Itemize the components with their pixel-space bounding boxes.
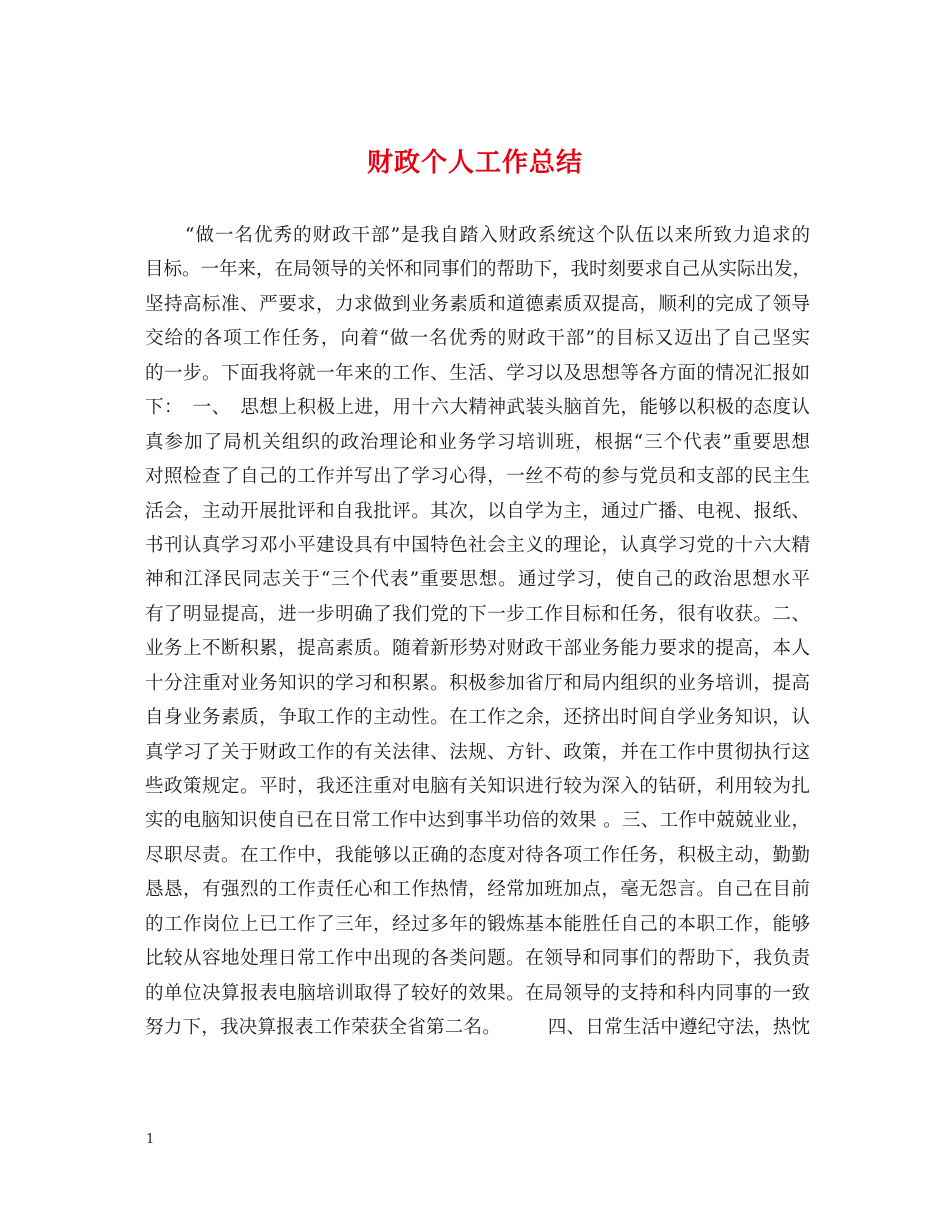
body-line: 下： 一、 思想上积极上进，用十六大精神武装头脑首先，能够以积极的态度认: [145, 397, 810, 419]
body-line: 实的电脑知识使自已在日常工作中达到事半功倍的效果 。三、工作中兢兢业业，: [145, 810, 810, 832]
body-line: “做一名优秀的财政干部”是我自踏入财政系统这个队伍以来所致力追求的: [185, 225, 810, 246]
body-line: 真参加了局机关组织的政治理论和业务学习培训班，根据“三个代表”重要思想: [145, 431, 810, 453]
body-line: 的一步。下面我将就一年来的工作、生活、学习以及思想等各方面的情况汇报如: [145, 362, 810, 384]
body-line: 十分注重对业务知识的学习和积累。积极参加省厅和局内组织的业务培训，提高: [145, 672, 810, 694]
body-line: 的工作岗位上已工作了三年，经过多年的锻炼基本能胜任自己的本职工作，能够: [145, 913, 810, 935]
body-line: 对照检查了自己的工作并写出了学习心得，一丝不苟的参与党员和支部的民主生: [145, 466, 810, 488]
body-line: 活会，主动开展批评和自我批评。其次，以自学为主，通过广播、电视、报纸、: [145, 500, 810, 522]
body-line: 的单位决算报表电脑培训取得了较好的效果。在局领导的支持和科内同事的一致: [145, 982, 810, 1004]
body-line: 些政策规定。平时，我还注重对电脑有关知识进行较为深入的钻研，利用较为扎: [145, 776, 810, 797]
body-line: 真学习了关于财政工作的有关法律、法规、方针、政策，并在工作中贯彻执行这: [145, 741, 810, 763]
body-line: 比较从容地处理日常工作中出现的各类问题。在领导和同事们的帮助下，我负责: [145, 948, 810, 970]
body-line: 自身业务素质，争取工作的主动性。在工作之余，还挤出时间自学业务知识，认: [145, 707, 810, 729]
document-title: 财政个人工作总结: [366, 148, 583, 178]
document-body: [145, 219, 810, 1046]
body-line: 业务上不断积累，提高素质。随着新形势对财政干部业务能力要求的提高，本人: [145, 638, 810, 660]
body-line: 书刊认真学习邓小平建设具有中国特色社会主义的理论，认真学习党的十六大精: [145, 534, 810, 556]
body-line: 恳恳，有强烈的工作责任心和工作热情，经常加班加点，毫无怨言。自己在目前: [145, 879, 810, 901]
body-line: 目标。一年来，在局领导的关怀和同事们的帮助下，我时刻要求自己从实际出发，: [145, 259, 812, 281]
body-line: 努力下，我决算报表工作荣获全省第二名。 四、日常生活中遵纪守法，热忱: [145, 1017, 810, 1039]
body-line: 神和江泽民同志关于“三个代表”重要思想。通过学习，使自己的政治思想水平: [145, 569, 810, 591]
body-line: 交给的各项工作任务，向着“做一名优秀的财政干部”的目标又迈出了自己坚实: [145, 328, 810, 350]
page-number: 1: [146, 1132, 155, 1147]
body-line: 坚持高标准、严要求，力求做到业务素质和道德素质双提高，顺利的完成了领导: [145, 293, 810, 315]
body-line: 尽职尽责。在工作中，我能够以正确的态度对待各项工作任务，积极主动，勤勤: [145, 844, 810, 866]
body-line: 有了明显提高，进一步明确了我们党的下一步工作目标和任务，很有收获。二、: [145, 603, 810, 625]
